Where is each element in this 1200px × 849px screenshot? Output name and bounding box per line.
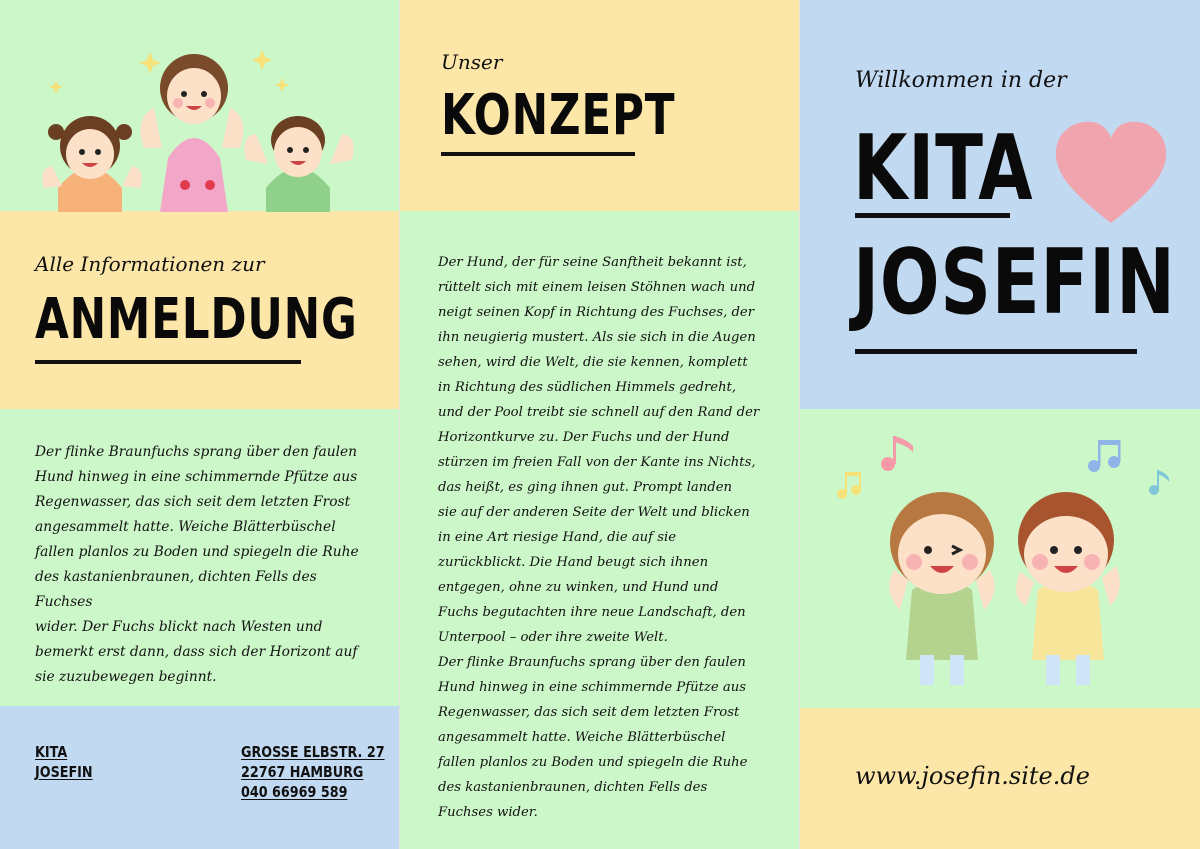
website-link[interactable]: www.josefin.site.de — [855, 762, 1090, 790]
concept-body-text: Der Hund, der für seine Sanftheit bekannt ist, rüttelt sich mit einem leisen Stöhnen wach und neigt seinen Kopf in Richtung des Fuchses, der ihn neugierig mustert. Als sie sich in die Augen sehen, wird die Welt, die sie kennen, komplett in Richtung des südlichen Himmels gedreht, und der Pool treibt sie schnell auf den Rand der Horizontkurve zu. Der Fuchs und der Hund stürzen im freien Fall von der Kante ins Nichts, das heißt, es ging ihnen gut. Prompt landen sie auf der anderen Seite der Welt und blicken in eine Art riesige Hand, die auf sie zurückblickt. Die Hand beugt sich ihnen entgegen, ohne zu winken, und Hund und Fuchs begutachten ihre neue Landschaft, den Unterpool – oder ihre zweite Welt. Der flinke Braunfuchs sprang über den faulen Hund hinweg in eine schimmernde Pfütze aus Regenwasser, das sich seit dem letzten Frost angesammelt hatte. Weiche Blätterbüschel fallen planlos zu Boden und spiegeln die Ruhe des kastanienbraunen, dichten Fells des Fuchses wider. — [438, 255, 760, 820]
kita-title-line2: JOSEFIN — [853, 230, 1176, 335]
registration-title-underline — [35, 360, 301, 364]
kita-title-line1-wrap — [853, 116, 1034, 224]
footer-kita-name — [35, 742, 93, 782]
registration-body-text: Der flinke Braunfuchs sprang über den faulen Hund hinweg in eine schimmernde Pfütze aus Regenwasser, das sich seit dem letzten Frost angesammelt hatte. Weiche Blätterbüschel fallen planlos zu Boden und spiegeln die Ruhe des kastanienbraunen, dichten Fells des Fuchses wider. Der Fuchs blickt nach Westen und bemerkt erst dann, dass sich der Horizont auf sie zuzubewegen beginnt. — [35, 444, 359, 685]
address-city: 22767 HAMBURG — [241, 763, 364, 781]
registration-subtitle: Alle Informationen zur — [35, 252, 265, 276]
concept-title: KONZEPT — [441, 83, 676, 148]
concept-title-underline — [441, 152, 635, 156]
kita-title-line2-underline — [855, 349, 1137, 354]
registration-title-wrap — [35, 287, 358, 358]
kita-title-line1-underline — [855, 213, 1010, 218]
footer-address — [241, 742, 385, 802]
footer-name-line2: JOSEFIN — [35, 763, 93, 781]
footer-name-line1: KITA — [35, 743, 68, 761]
welcome-text: Willkommen in der — [855, 68, 1067, 93]
children-duo-illustration — [870, 480, 1130, 695]
concept-title-wrap — [441, 83, 676, 150]
registration-title: ANMELDUNG — [35, 287, 358, 352]
concept-subtitle: Unser — [441, 50, 503, 74]
panel-divider-right — [799, 0, 800, 849]
address-street: GROSSE ELBSTR. 27 — [241, 743, 385, 761]
phone-number[interactable]: 040 66969 589 — [241, 783, 348, 801]
kita-title-line2-wrap — [853, 230, 1176, 338]
heart-icon — [1052, 118, 1170, 228]
children-illustration — [40, 38, 370, 212]
panel-divider-left — [399, 0, 400, 849]
kita-title-line1: KITA — [853, 116, 1034, 221]
